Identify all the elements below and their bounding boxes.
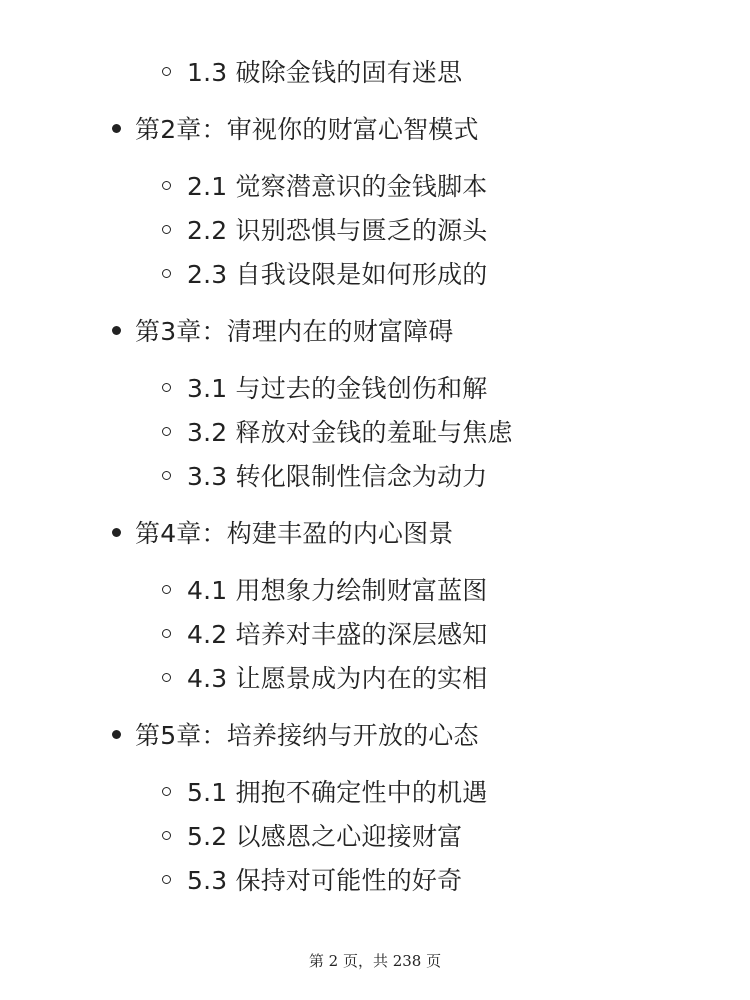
toc-item-label: 2.3 自我设限是如何形成的 — [187, 260, 488, 289]
circle-bullet-icon — [162, 383, 171, 392]
circle-bullet-icon — [162, 673, 171, 682]
toc-item-label: 3.2 释放对金钱的羞耻与焦虑 — [187, 418, 513, 447]
toc-chapter-2 — [112, 108, 479, 148]
toc-section-3-2 — [162, 411, 513, 451]
circle-bullet-icon — [162, 427, 171, 436]
toc-item-label: 3.3 转化限制性信念为动力 — [187, 462, 488, 491]
toc-section-4-2 — [162, 613, 488, 653]
toc-item-label: 4.3 让愿景成为内在的实相 — [187, 664, 488, 693]
toc-item-label: 4.2 培养对丰盛的深层感知 — [187, 620, 488, 649]
toc-item-label: 2.2 识别恐惧与匮乏的源头 — [187, 216, 488, 245]
circle-bullet-icon — [162, 471, 171, 480]
toc-section-3-1 — [162, 367, 488, 407]
circle-bullet-icon — [162, 629, 171, 638]
toc-chapter-4 — [112, 512, 454, 552]
toc-item-label: 3.1 与过去的金钱创伤和解 — [187, 374, 488, 403]
toc-section-4-3 — [162, 657, 488, 697]
toc-item-label: 1.3 破除金钱的固有迷思 — [187, 58, 463, 87]
toc-section-4-1 — [162, 569, 488, 609]
toc-chapter-3 — [112, 310, 454, 350]
toc-item-label: 第2章：审视你的财富心智模式 — [135, 115, 479, 144]
toc-item-label: 2.1 觉察潜意识的金钱脚本 — [187, 172, 488, 201]
circle-bullet-icon — [162, 269, 171, 278]
circle-bullet-icon — [162, 225, 171, 234]
circle-bullet-icon — [162, 67, 171, 76]
disc-bullet-icon — [112, 730, 121, 739]
disc-bullet-icon — [112, 326, 121, 335]
toc-section-2-3 — [162, 253, 488, 293]
toc-section-1-3 — [162, 51, 462, 91]
toc-item-label: 5.3 保持对可能性的好奇 — [187, 866, 463, 895]
circle-bullet-icon — [162, 181, 171, 190]
toc-section-5-1 — [162, 771, 488, 811]
toc-item-label: 5.2 以感恩之心迎接财富 — [187, 822, 463, 851]
toc-section-5-3 — [162, 859, 462, 899]
toc-item-label: 第3章：清理内在的财富障碍 — [135, 317, 454, 346]
toc-item-label: 第5章：培养接纳与开放的心态 — [135, 721, 479, 750]
circle-bullet-icon — [162, 787, 171, 796]
toc-item-label: 4.1 用想象力绘制财富蓝图 — [187, 576, 488, 605]
toc-section-5-2 — [162, 815, 462, 855]
toc-section-2-2 — [162, 209, 488, 249]
page-number-footer: 第 2 页，共 238 页 — [308, 952, 442, 970]
disc-bullet-icon — [112, 528, 121, 537]
toc-item-label: 5.1 拥抱不确定性中的机遇 — [187, 778, 488, 807]
toc-item-label: 第4章：构建丰盈的内心图景 — [135, 519, 454, 548]
toc-section-2-1 — [162, 165, 488, 205]
toc-chapter-5 — [112, 714, 479, 754]
toc-section-3-3 — [162, 455, 488, 495]
circle-bullet-icon — [162, 875, 171, 884]
circle-bullet-icon — [162, 585, 171, 594]
disc-bullet-icon — [112, 124, 121, 133]
circle-bullet-icon — [162, 831, 171, 840]
